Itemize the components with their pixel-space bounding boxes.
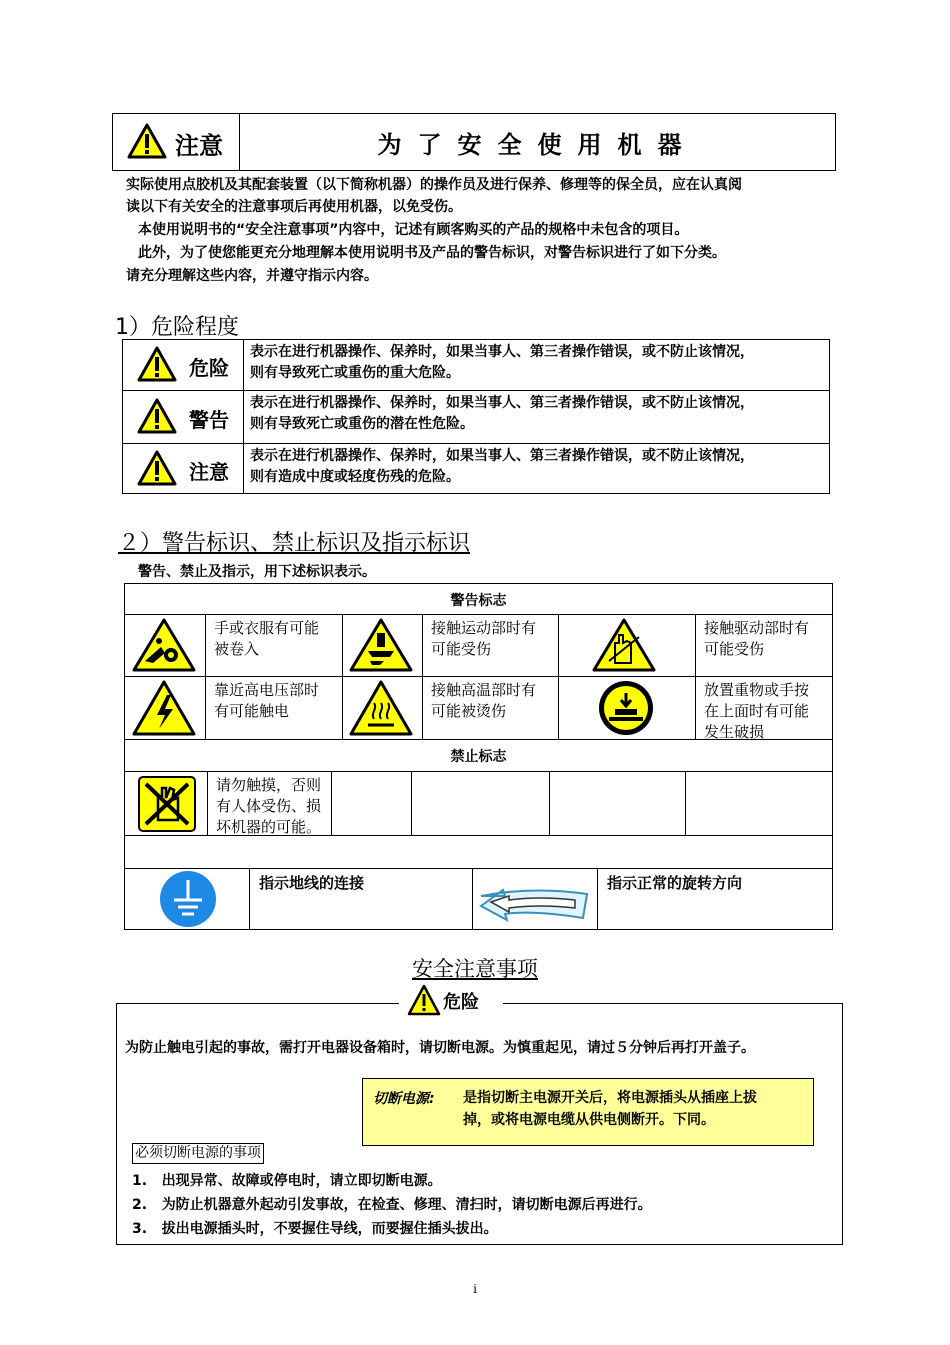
list-item — [132, 1194, 652, 1216]
section2-heading: ２）警告标识、禁止标识及指示标识 — [118, 531, 471, 556]
level-desc — [244, 340, 830, 391]
warning-text-line: 在上面时有可能 — [704, 702, 810, 720]
intro-p1-line2: 读以下有关安全的注意事项后再使用机器，以免受伤。 — [126, 199, 462, 215]
header-badge — [113, 114, 240, 170]
level-desc-line2: 则有导致死亡或重伤的重大危险。 — [250, 365, 460, 381]
warning-text — [425, 678, 542, 724]
warning-header: 警告标志 — [450, 593, 507, 609]
level-desc — [244, 391, 830, 444]
level-desc-line1: 表示在进行机器操作、保养时，如果当事人、第三者操作错误，或不防止该情况， — [250, 448, 754, 464]
level-label-cell — [123, 340, 244, 391]
prohibit-text-line: 请勿触摸，否则 — [216, 776, 322, 794]
prohibit-text-line: 坏机器的可能。 — [216, 818, 322, 836]
danger-badge — [399, 982, 503, 1022]
warning-text-line: 接触驱动部时有 — [704, 619, 810, 637]
list-item-text: 出现异常、故障或停电时，请立即切断电源。 — [161, 1173, 442, 1189]
level-label: 注意 — [189, 460, 229, 484]
warning-text-line: 发生破损 — [704, 723, 765, 741]
warning-triangle-icon — [137, 398, 177, 434]
danger-label: 危险 — [443, 992, 479, 1013]
level-row-danger — [123, 340, 830, 391]
section2-sub: 警告、禁止及指示，用下述标识表示。 — [138, 564, 376, 580]
level-label-cell — [123, 391, 244, 444]
safety-heading-text: 安全注意事项 — [412, 957, 538, 981]
level-label: 危险 — [189, 356, 229, 380]
warning-text-line: 靠近高电压部时 — [214, 681, 320, 699]
ground-icon — [159, 870, 217, 928]
list-item-text: 拔出电源插头时，不要握住导线，而要握住插头拔出。 — [161, 1221, 498, 1237]
warning-triangle-icon — [127, 123, 167, 159]
indicator-text: 指示地线的连接 — [259, 874, 365, 892]
level-desc-line1: 表示在进行机器操作、保养时，如果当事人、第三者操作错误，或不防止该情况， — [250, 344, 754, 360]
warning-text — [698, 616, 815, 662]
level-desc-line2: 则有导致死亡或重伤的潜在性危险。 — [250, 416, 474, 432]
drive-part-warning-icon — [591, 617, 657, 673]
intro-p2: 本使用说明书的“安全注意事项”内容中，记述有顾客购买的产品的规格中未包含的项目。 — [138, 222, 689, 238]
list-item-num: 2. — [132, 1197, 148, 1213]
no-touch-icon — [138, 776, 196, 832]
must-power-off-label: 必须切断电源的事项 — [132, 1143, 264, 1164]
warning-text-line: 手或衣服有可能 — [214, 619, 320, 637]
level-desc-line1: 表示在进行机器操作、保养时，如果当事人、第三者操作错误，或不防止该情况， — [250, 395, 754, 411]
sign-table — [124, 583, 833, 930]
intro-p1 — [126, 174, 846, 196]
warning-text-line: 有可能触电 — [214, 702, 290, 720]
safety-heading — [0, 953, 950, 983]
warning-text — [208, 616, 325, 662]
list-item-text: 为防止机器意外起动引发事故，在检查、修理、清扫时，请切断电源后再进行。 — [161, 1197, 652, 1213]
level-row-caution — [123, 444, 830, 494]
note-term: 切断电源: — [373, 1091, 435, 1107]
note-line1: 是指切断主电源开关后，将电源插头从插座上拔 — [463, 1090, 757, 1106]
level-label: 警告 — [189, 408, 229, 432]
level-desc-line2: 则有造成中度或轻度伤残的危险。 — [250, 469, 460, 485]
warning-text-line: 可能受伤 — [704, 640, 765, 658]
prohibit-text-line: 有人体受伤、损 — [216, 797, 322, 815]
warning-text-line: 接触高温部时有 — [431, 681, 537, 699]
danger-level-table — [122, 339, 830, 494]
warning-text-line: 可能被烫伤 — [431, 702, 507, 720]
level-desc — [244, 444, 830, 494]
intro-p3-line2: 请充分理解这些内容，并遵守指示内容。 — [126, 268, 378, 284]
high-voltage-warning-icon — [131, 679, 197, 737]
section1-heading: 1）危险程度 — [115, 315, 239, 340]
warning-text — [208, 678, 325, 724]
warning-text — [425, 616, 542, 662]
indicator-text: 指示正常的旋转方向 — [607, 874, 743, 892]
page-number: i — [473, 1282, 477, 1296]
rotation-direction-icon — [475, 884, 593, 924]
intro-p1-line1: 实际使用点胶机及其配套装置（以下简称机器）的操作员及进行保养、修理等的保全员，应在认真阅 — [126, 177, 742, 193]
warning-text-line: 放置重物或手按 — [704, 681, 810, 699]
warning-triangle-icon — [407, 984, 441, 1016]
moving-parts-warning-icon — [348, 617, 414, 673]
heavy-object-warning-icon — [595, 679, 657, 737]
entanglement-warning-icon — [131, 617, 197, 673]
power-off-note — [362, 1078, 814, 1146]
list-item-num: 1. — [132, 1173, 148, 1189]
intro-p3-line1: 此外，为了使您能更充分地理解本使用说明书及产品的警告标识，对警告标识进行了如下分类。 — [138, 245, 726, 261]
prohibit-text — [210, 773, 327, 840]
prohibit-header: 禁止标志 — [450, 749, 507, 765]
list-item — [132, 1170, 442, 1192]
header-box — [112, 113, 836, 171]
note-line2: 掉，或将电源电缆从供电侧断开。下同。 — [463, 1112, 715, 1128]
warning-triangle-icon — [137, 450, 177, 486]
warning-triangle-icon — [137, 346, 177, 382]
list-item — [132, 1218, 498, 1240]
header-badge-label: 注意 — [175, 132, 223, 160]
hot-surface-warning-icon — [348, 679, 414, 737]
warning-text-line: 接触运动部时有 — [431, 619, 537, 637]
danger-line1: 为防止触电引起的事故，需打开电器设备箱时，请切断电源。为慎重起见，请过５分钟后再打开盖子。 — [125, 1040, 755, 1056]
level-label-cell — [123, 444, 244, 494]
level-row-warning — [123, 391, 830, 444]
warning-text-line: 可能受伤 — [431, 640, 492, 658]
warning-text-line: 被卷入 — [214, 640, 260, 658]
list-item-num: 3. — [132, 1221, 148, 1237]
page-title: 为了安全使用机器 — [377, 130, 698, 159]
danger-box — [116, 992, 843, 1245]
warning-text — [698, 678, 815, 745]
